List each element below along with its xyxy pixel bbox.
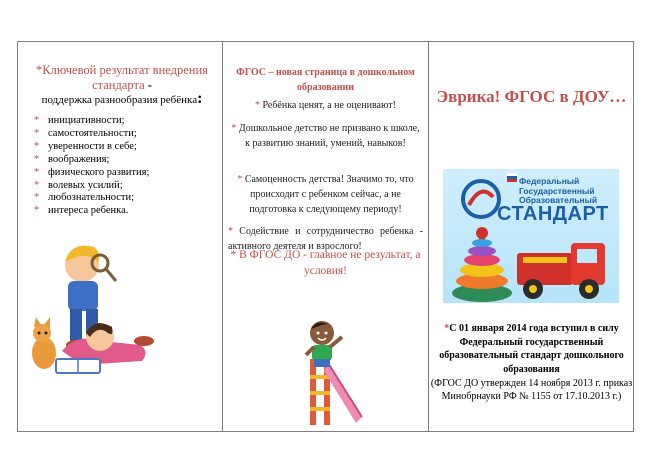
principle-text: Ребёнка ценят, а не оценивают! <box>259 100 397 111</box>
list-item-text: самостоятельности; <box>48 127 137 139</box>
body-bullet: * <box>444 323 450 334</box>
list-item-text: любознательности; <box>48 192 135 204</box>
standard-effective-text <box>429 322 634 377</box>
support-subheading <box>26 90 218 107</box>
principle-conditions <box>228 247 423 279</box>
list-item <box>34 180 149 193</box>
list-item <box>34 154 149 167</box>
body-text: С 01 января 2014 года вступил в силу Федеральный государственный образовательный стандарт дошкольного образования <box>439 323 624 376</box>
principle-appreciation <box>228 98 423 113</box>
principle-bullet: * <box>228 226 233 237</box>
principle-self-value <box>228 172 423 217</box>
principle-childhood <box>228 121 423 151</box>
principle-text: Содействие и сотрудничество ребенка - активного деятеля и взрослого! <box>228 226 423 252</box>
slide-figure <box>310 359 362 425</box>
list-item-text: физического развития; <box>48 166 150 178</box>
list-item <box>34 128 149 141</box>
logo-standard-word: СТАНДАРТ <box>497 203 609 225</box>
toy-truck-icon <box>517 243 605 299</box>
list-bullet: * <box>34 192 40 204</box>
list-item <box>34 115 149 128</box>
key-result-heading-dash: - <box>147 78 152 92</box>
fgos-heading: ФГОС – новая страница в дошкольном образовании <box>236 67 415 93</box>
list-bullet: * <box>34 115 40 126</box>
list-item <box>34 141 149 154</box>
principle-bullet: * <box>231 123 237 134</box>
column-eureka <box>429 41 634 432</box>
logo-line-state: Государственный <box>519 185 595 196</box>
list-item-text: уверенности в себе; <box>48 140 137 152</box>
key-result-heading-text: *Ключевой результат внедрения стандарта <box>36 63 208 92</box>
principle-bullet: * <box>237 174 243 185</box>
principle-text: Самоценность детства! Значимо то, что происходит с ребенком сейчас, а не подготовка к следующему периоду! <box>242 174 414 215</box>
list-bullet: * <box>34 166 40 178</box>
support-subheading-colon: : <box>197 90 203 107</box>
list-item-text: волевых усилий; <box>48 179 123 191</box>
logo-text <box>519 177 597 206</box>
column-fgos-new-page <box>223 41 428 432</box>
list-item-text: воображения; <box>48 153 110 165</box>
qualities-list <box>34 115 149 218</box>
child-on-slide-illustration <box>298 319 370 427</box>
column-key-results <box>18 41 222 432</box>
list-item <box>34 167 149 180</box>
eureka-title: Эврика! ФГОС в ДОУ… <box>436 87 627 106</box>
logo-line-educational: Образовательный <box>519 195 598 205</box>
list-bullet: * <box>34 140 40 152</box>
list-bullet: * <box>34 127 40 139</box>
list-bullet: * <box>34 205 40 217</box>
list-item <box>34 192 149 205</box>
fgos-standard-logo <box>443 169 619 303</box>
principle-text: В ФГОС ДО - главное не результат, а условия! <box>236 249 421 277</box>
list-bullet: * <box>34 179 40 191</box>
principle-bullet: * <box>230 249 237 261</box>
approval-note: (ФГОС ДО утвержден 14 ноября 2013 г. приказ Минобрнауки РФ № 1155 от 17.10.2013 г.) <box>430 378 633 402</box>
pyramid-toy-icon <box>452 227 512 302</box>
key-result-heading <box>26 63 218 93</box>
emblem-ring-icon <box>463 181 499 217</box>
list-item-text: инициативности; <box>48 115 125 126</box>
cat-figure <box>32 317 56 369</box>
logo-line-federal: Федеральный <box>519 176 580 186</box>
list-item <box>34 205 149 218</box>
list-bullet: * <box>34 153 40 165</box>
principle-text: Дошкольное детство не призвано к школе, к развитию знаний, умений, навыков! <box>236 123 420 149</box>
list-item-text: интереса ребенка. <box>48 205 129 217</box>
support-subheading-text: поддержка разнообразия ребёнка <box>41 94 198 106</box>
principle-bullet: * <box>254 100 260 111</box>
kids-reading-illustration <box>22 233 162 383</box>
